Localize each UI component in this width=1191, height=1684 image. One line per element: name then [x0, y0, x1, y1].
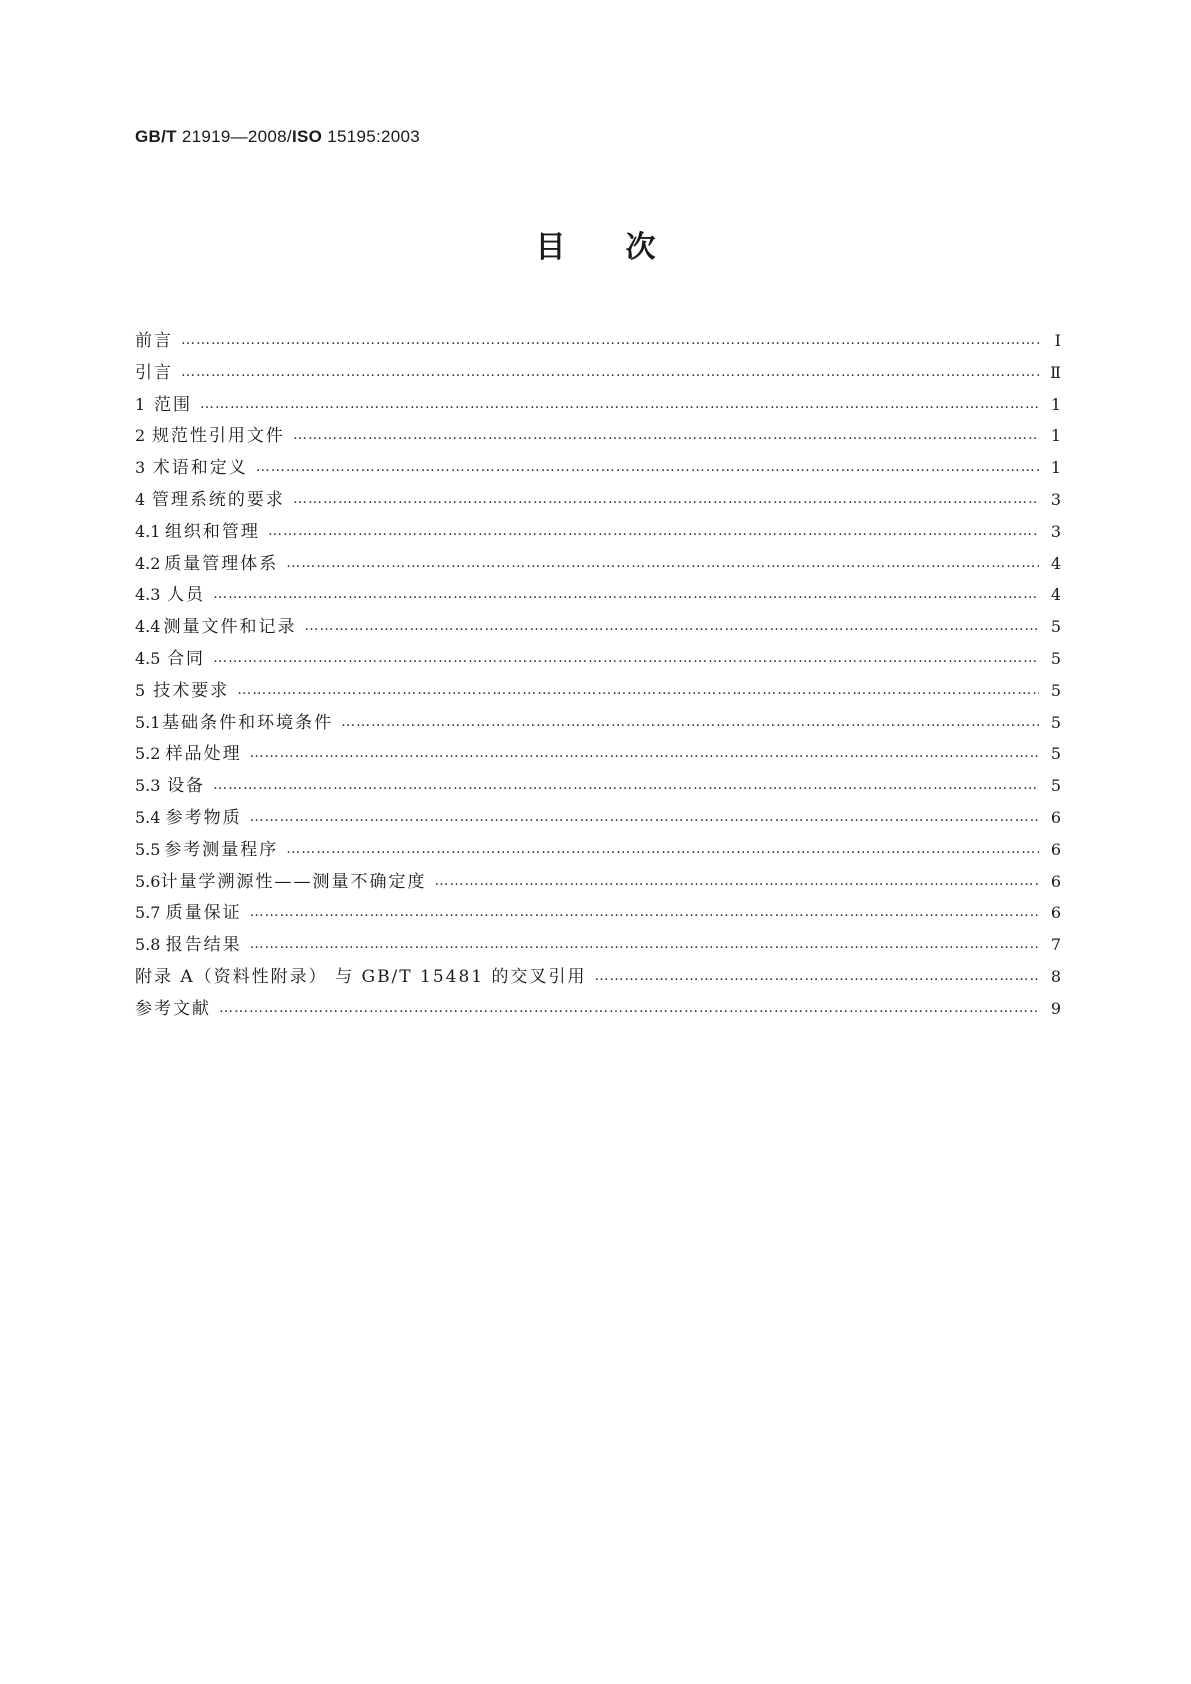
toc-entry-title: 管理系统的要求: [151, 489, 285, 510]
toc-entry[interactable]: [135, 707, 1061, 739]
toc-entry-number: 5.7: [135, 903, 161, 923]
toc-entry-title: 样品处理: [165, 744, 242, 765]
toc-entry-title: 人员: [167, 585, 206, 606]
toc-entry-title: 附录 A（资料性附录） 与 GB/T 15481 的交叉引用: [135, 966, 587, 987]
toc-leader-dots: [250, 929, 1039, 961]
toc-entry[interactable]: [135, 325, 1061, 357]
toc-leader-dots: [237, 675, 1039, 707]
toc-entry-page: 3: [1050, 521, 1061, 541]
toc-entry[interactable]: [135, 770, 1061, 802]
toc-entry[interactable]: [135, 579, 1061, 611]
toc-entry-title: 前言: [135, 331, 173, 351]
toc-entry-number: 4.4: [135, 617, 161, 637]
toc-entry-title: 测量文件和记录: [163, 617, 297, 638]
toc-entry[interactable]: [135, 611, 1061, 643]
toc-entry-page: 1: [1050, 426, 1061, 446]
toc-entry-title: 质量保证: [165, 903, 242, 924]
toc-leader-dots: [434, 866, 1039, 898]
toc-leader-dots: [219, 993, 1039, 1025]
toc-leader-dots: [293, 420, 1039, 452]
toc-entry-title: 设备: [167, 776, 206, 797]
toc-entry-number: 4.1: [135, 521, 161, 541]
toc-leader-dots: [250, 738, 1039, 770]
toc-entry-page: 5: [1050, 776, 1061, 796]
toc-entry-title: 参考测量程序: [164, 839, 279, 860]
toc-leader-dots: [595, 961, 1039, 993]
toc-entry-page: Ⅰ: [1054, 331, 1061, 350]
toc-leader-dots: [305, 611, 1039, 643]
toc-entry-page: 1: [1050, 394, 1061, 414]
iso-number: 15195:2003: [327, 127, 421, 146]
toc-entry[interactable]: [135, 866, 1061, 898]
toc-leader-dots: [250, 802, 1039, 834]
toc-entry[interactable]: [135, 484, 1061, 516]
toc-leader-dots: [181, 325, 1039, 357]
toc-entry-number: 5.6: [135, 871, 161, 891]
toc-entry[interactable]: [135, 738, 1061, 770]
toc-entry-page: 5: [1050, 712, 1061, 732]
standard-number: 21919—2008/: [181, 127, 292, 146]
toc-entry-page: 4: [1050, 553, 1061, 573]
toc-entry-number: 5.5: [135, 839, 161, 859]
toc-entry[interactable]: [135, 548, 1061, 580]
toc-leader-dots: [286, 548, 1039, 580]
toc-entry-page: 5: [1050, 744, 1061, 764]
toc-entry-title: 基础条件和环境条件: [162, 712, 334, 733]
toc-entry[interactable]: [135, 993, 1061, 1025]
toc-entry-number: 1: [135, 394, 146, 414]
toc-leader-dots: [256, 452, 1039, 484]
toc-entry-title: 报告结果: [165, 935, 242, 956]
toc-entry[interactable]: [135, 516, 1061, 548]
toc-entry-page: 1: [1050, 458, 1061, 478]
toc-leader-dots: [213, 579, 1039, 611]
toc-entry[interactable]: [135, 802, 1061, 834]
toc-entry-number: 5.1: [135, 712, 161, 732]
toc-entry[interactable]: [135, 643, 1061, 675]
toc-entry[interactable]: [135, 929, 1061, 961]
toc-entry[interactable]: [135, 834, 1061, 866]
toc-entry-title: 范围: [154, 394, 193, 415]
toc-leader-dots: [200, 389, 1039, 421]
toc-entry-title: 质量管理体系: [164, 553, 279, 574]
toc-entry-number: 4.5: [135, 648, 161, 668]
toc-entry-title: 规范性引用文件: [151, 426, 285, 447]
toc-entry-page: Ⅱ: [1050, 362, 1061, 382]
iso-prefix: ISO: [291, 127, 323, 146]
page-title: [0, 228, 1191, 268]
toc-entry[interactable]: [135, 452, 1061, 484]
toc-entry-title: 引言: [135, 362, 173, 383]
toc-entry[interactable]: [135, 897, 1061, 929]
toc-leader-dots: [293, 484, 1039, 516]
toc-entry-title: 合同: [167, 648, 206, 669]
toc-entry-number: 5.8: [135, 935, 161, 955]
toc-entry-title: 技术要求: [153, 680, 230, 701]
toc-entry-number: 5.3: [135, 776, 161, 796]
toc-leader-dots: [250, 897, 1039, 929]
table-of-contents: [135, 325, 1061, 1025]
toc-entry-number: 5.4: [135, 807, 161, 827]
toc-entry-page: 4: [1050, 585, 1061, 605]
toc-entry-title: 术语和定义: [152, 458, 248, 479]
toc-entry-page: 9: [1050, 998, 1061, 1018]
toc-leader-dots: [268, 516, 1039, 548]
toc-entry[interactable]: [135, 357, 1061, 389]
toc-entry-number: 2: [135, 426, 146, 446]
toc-leader-dots: [213, 643, 1039, 675]
toc-entry-title: 组织和管理: [164, 521, 260, 542]
toc-entry-page: 5: [1050, 680, 1061, 700]
toc-leader-dots: [341, 707, 1039, 739]
toc-entry-page: 5: [1050, 648, 1061, 668]
toc-entry-page: 8: [1050, 966, 1061, 986]
toc-leader-dots: [286, 834, 1039, 866]
toc-entry-title: 计量学溯源性——测量不确定度: [160, 871, 427, 892]
toc-entry-page: 6: [1050, 903, 1061, 923]
toc-entry-page: 6: [1050, 839, 1061, 859]
toc-entry-number: 4.2: [135, 553, 161, 573]
toc-entry-number: 4.3: [135, 585, 161, 605]
toc-entry-number: 5: [135, 680, 146, 700]
standard-prefix: GB/T: [135, 127, 177, 146]
page-title-char-2: 次: [625, 230, 656, 265]
toc-entry-title: 参考文献: [135, 998, 211, 1019]
toc-leader-dots: [213, 770, 1039, 802]
toc-entry[interactable]: [135, 961, 1061, 993]
toc-entry-page: 5: [1050, 617, 1061, 637]
toc-entry-page: 3: [1050, 489, 1061, 509]
toc-entry-page: 6: [1050, 807, 1061, 827]
page-title-char-1: 目: [535, 230, 566, 265]
toc-entry-title: 参考物质: [165, 807, 242, 828]
toc-entry-number: 5.2: [135, 744, 161, 764]
toc-entry-page: 7: [1050, 935, 1061, 955]
toc-entry[interactable]: [135, 675, 1061, 707]
document-header: [135, 127, 420, 147]
toc-entry[interactable]: [135, 420, 1061, 452]
toc-entry-number: 3: [135, 458, 146, 478]
toc-entry-number: 4: [135, 489, 146, 509]
toc-entry-page: 6: [1050, 871, 1061, 891]
toc-entry[interactable]: [135, 389, 1061, 421]
toc-leader-dots: [181, 357, 1039, 389]
